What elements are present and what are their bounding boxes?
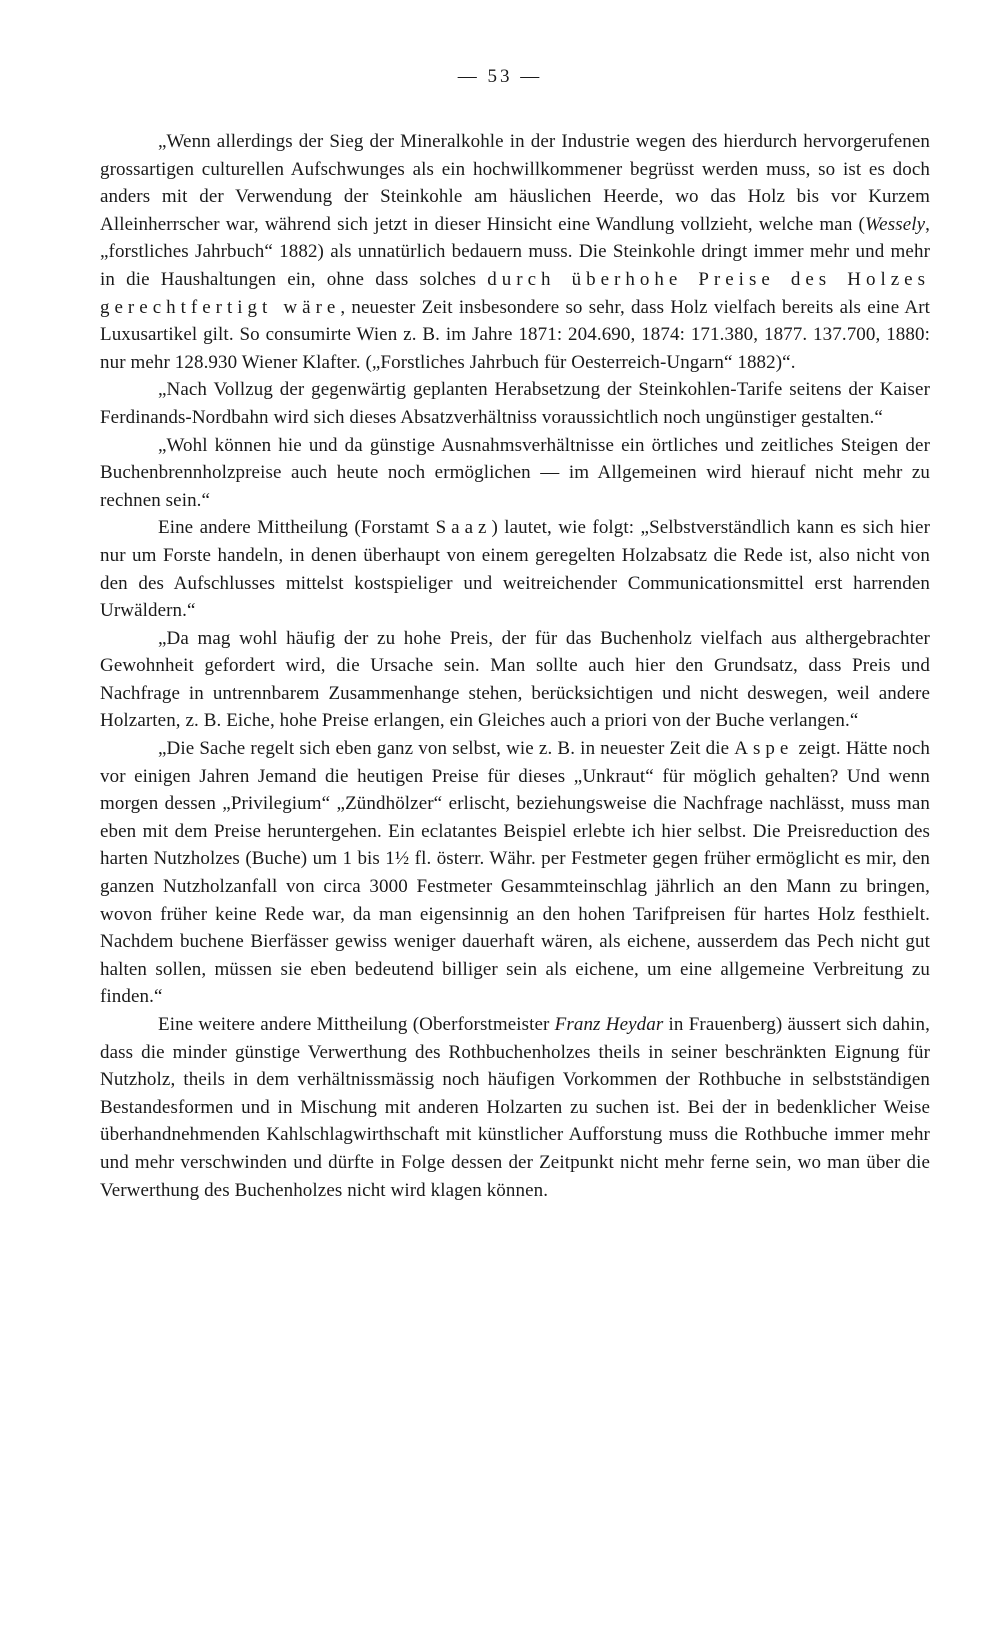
text-segment: „Die Sache regelt sich eben ganz von selbst, wie z. B. in neuester Zeit die bbox=[158, 738, 735, 760]
paragraph bbox=[100, 128, 930, 376]
text-segment: „Nach Vollzug der gegenwärtig geplanten Herabsetzung der Steinkohlen-Tarife seitens der Kaiser Ferdinands-Nordbahn wird sich dieses Absatzverhältniss voraussichtlich noch ungünstiger gestalten.“ bbox=[100, 379, 930, 428]
spaced-emphasis: Aspe bbox=[734, 738, 794, 760]
text-segment: „Wenn allerdings der Sieg der Mineralkohle in der Industrie wegen des hierdurch hervorgerufenen grossartigen culturellen Aufschwunges als ein hochwillkommener begrüsst werden muss, so ist es doch anders mit der Verwendung der Steinkohle am häuslichen Heerde, wo das Holz bis vor Kurzem Alleinherrscher war, während sich jetzt in dieser Hinsicht eine Wandlung vollzieht, welche man ( bbox=[100, 131, 930, 235]
text-segment: Eine weitere andere Mittheilung (Oberforstmeister bbox=[158, 1014, 555, 1035]
text-segment: in Frauenberg) äussert sich dahin, dass die minder günstige Verwerthung des Rothbuchenholzes theils in seiner beschränkten Eignung für Nutzholz, theils in dem verhältnissmässig noch häufigen Vorkommen der Rothbuche in selbstständigen Bestandesformen und in Mischung mit anderen Holzarten zu suchen ist. Bei der in bedenklicher Weise überhandnehmenden Kahlschlagwirthschaft mit künstlicher Aufforstung muss die Rothbuche immer mehr und mehr verschwinden und dürfte in Folge dessen der Zeitpunkt nicht mehr ferne sein, wo man über die Verwerthung des Buchenholzes nicht wird klagen können. bbox=[100, 1014, 930, 1201]
spaced-emphasis: Saaz bbox=[435, 517, 492, 539]
paragraph bbox=[100, 1011, 930, 1204]
text-segment: , „forstliches Jahrbuch“ 1882) als unnatürlich bedauern muss. Die Steinkohle dringt immer mehr und mehr in die Haushaltungen ein, ohne dass solches bbox=[100, 213, 930, 290]
text-segment: „Da mag wohl häufig der zu hohe Preis, der für das Buchenholz vielfach aus althergebrachter Gewohnheit gefordert wird, die Ursache sein. Man sollte auch hier den Grundsatz, dass Preis und Nachfrage in untrennbarem Zusammenhange stehen, berücksichtigen und nicht deswegen, weil andere Holzarten, z. B. Eiche, hohe Preise erlangen, ein Gleiches auch a priori von der Buche verlangen.“ bbox=[100, 627, 930, 732]
text-segment: Eine andere Mittheilung (Forstamt bbox=[158, 517, 436, 539]
italic-name: Wessely bbox=[864, 213, 926, 235]
text-segment: , neuester Zeit insbesondere so sehr, dass Holz vielfach bereits als eine Art Luxusartikel gilt. So consumirte Wien z. B. im Jahre 1871: 204.690, 1874: 171.380, 1877. 137.700, 1880: nur mehr 128.930 Wiener Klafter. („Forstliches Jahrbuch für Oesterreich-Ungarn“ 1882)“. bbox=[100, 296, 931, 373]
spaced-emphasis: durch überhohe Preise des Holzes gerechtfertigt wäre bbox=[100, 268, 930, 318]
paragraph bbox=[100, 735, 930, 1011]
body-text bbox=[100, 128, 930, 1204]
text-segment: ) lautet, wie folgt: „Selbstverständlich kann es sich hier nur um Forste handeln, in denen überhaupt von einem geregelten Holzabsatz die Rede ist, also nicht von den des Aufschlusses mittelst kostspieliger und weitreichender Communicationsmittel erst harrenden Urwäldern.“ bbox=[100, 517, 931, 622]
text-segment: „Wohl können hie und da günstige Ausnahmsverhältnisse ein örtliches und zeitliches Steigen der Buchenbrennholzpreise auch heute noch ermöglichen — im Allgemeinen wird hierauf nicht mehr zu rechnen sein.“ bbox=[100, 434, 930, 511]
paragraph bbox=[100, 376, 930, 431]
italic-name: Franz Heydar bbox=[554, 1014, 664, 1035]
paragraph bbox=[100, 514, 930, 624]
text-segment: zeigt. Hätte noch vor einigen Jahren Jemand die heutigen Preise für dieses „Unkraut“ für möglich gehalten? Und wenn morgen dessen „Privilegium“ „Zündhölzer“ erlischt, beziehungsweise die Nachfrage nachlässt, muss man eben mit dem Preise heruntergehen. Ein eclatantes Beispiel erlebte ich hier selbst. Die Preisreduction des harten Nutzholzes (Buche) um 1 bis 1½ fl. österr. Währ. per Festmeter gegen früher ermöglicht es mir, den ganzen Nutzholzanfall von circa 3000 Festmeter Gesammteinschlag jährlich an den Mann zu bringen, wovon früher keine Rede war, da man eigensinnig an den hohen Tarifpreisen für hartes Holz festhielt. Nachdem buchene Bierfässer gewiss weniger dauerhaft wären, als eichene, ausserdem das Pech nicht gut halten sollen, müssen sie eben bedeutend billiger sein als eichene, um eine allgemeine Verbreitung zu finden.“ bbox=[100, 738, 930, 1008]
paragraph bbox=[100, 432, 930, 515]
paragraph bbox=[100, 625, 930, 735]
page-number: — 53 — bbox=[457, 66, 543, 87]
